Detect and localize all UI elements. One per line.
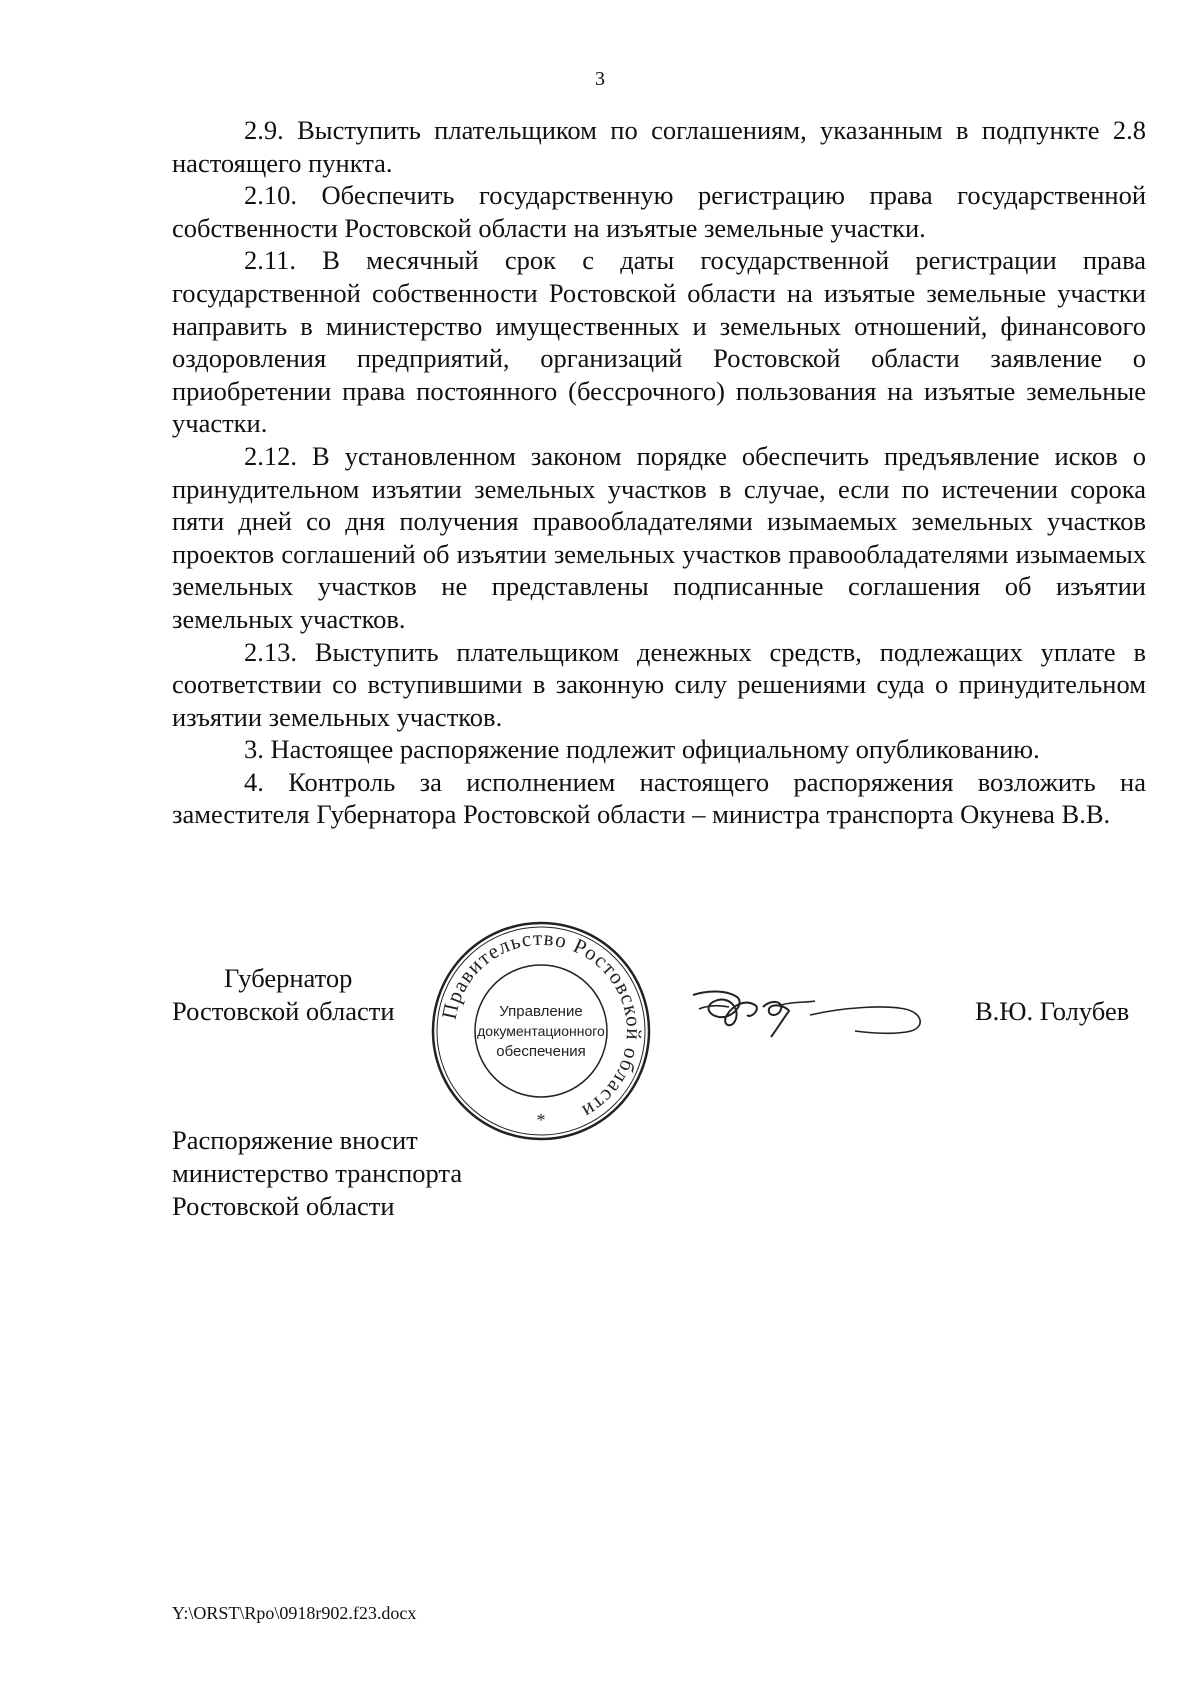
signer-position (172, 962, 472, 1028)
signer-position-line1: Губернатор (224, 963, 353, 993)
seal-inner-line3: обеспечения (496, 1043, 586, 1060)
submitter-block (172, 1124, 462, 1223)
handwritten-signature (685, 975, 935, 1045)
paragraph-2-11: 2.11. В месячный срок с даты государственной регистрации права государственной собственности Ростовской области на изъятые земельные участки направить в министерство имущественных и земельных отношений, финансового оздоровления предприятий, организаций Ростовской области заявление о приобретении права постоянного (бессрочного) пользования на изъятые земельные участки. (172, 245, 1146, 439)
file-path-footer: Y:\ORST\Rpo\0918r902.f23.docx (172, 1603, 417, 1623)
seal-star: * (536, 1110, 546, 1130)
signer-position-line2: Ростовской области (172, 996, 395, 1026)
seal-inner-line1: Управление (499, 1003, 583, 1020)
official-seal (430, 920, 652, 1142)
submitter-line1: Распоряжение вносит (172, 1125, 418, 1155)
submitter-line3: Ростовской области (172, 1191, 395, 1221)
submitter-line2: министерство транспорта (172, 1158, 463, 1188)
document-body (172, 114, 1146, 831)
seal-inner-line2: документационного (477, 1023, 605, 1039)
paragraph-4: 4. Контроль за исполнением настоящего распоряжения возложить на заместителя Губернатора Ростовской области – министра транспорта Окунева В.В. (172, 766, 1146, 830)
paragraph-2-10: 2.10. Обеспечить государственную регистрацию права государственной собственности Ростовской области на изъятые земельные участки. (172, 180, 1146, 243)
paragraph-2-9: 2.9. Выступить плательщиком по соглашениям, указанным в подпункте 2.8 настоящего пункта. (172, 115, 1146, 178)
paragraph-2-12: 2.12. В установленном законом порядке обеспечить предъявление исков о принудительном изъятии земельных участков в случае, если по истечении сорока пяти дней со дня получения правообладателями изымаемых земельных участков проектов соглашений об изъятии земельных участков правообладателями изымаемых земельных участков не представлены подписанные соглашения об изъятии земельных участков. (172, 440, 1146, 634)
paragraph-2-13: 2.13. Выступить плательщиком денежных средств, подлежащих уплате в соответствии со вступившими в законную силу решениями суда о принудительном изъятии земельных участков. (172, 636, 1146, 732)
page-number: 3 (595, 68, 605, 90)
seal-outer-text: Правительство Ростовской области (436, 925, 647, 1125)
signer-name: В.Ю. Голубев (975, 996, 1130, 1026)
paragraph-3: 3. Настоящее распоряжение подлежит официальному опубликованию. (244, 734, 1040, 765)
